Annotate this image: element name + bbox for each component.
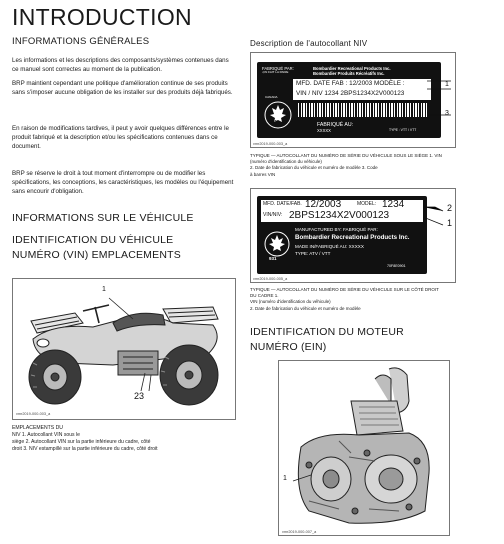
sticker2-company: Bombardier Recreational Products Inc. (295, 234, 410, 241)
vin-sticker-figure-2 (250, 188, 456, 283)
sticker2-vin-value: 2BPS1234X2V000123 (289, 210, 390, 221)
sticker1-callout-lines (425, 73, 455, 125)
sticker2-mfd-label: MFD. DATE/FAB. (263, 201, 302, 207)
vin-location-heading-line1: IDENTIFICATION DU VÉHICULE (12, 234, 174, 246)
sticker2-model-label: MODEL: (357, 201, 377, 207)
sticker2-code: 70F8E0901 (387, 264, 406, 268)
paragraph-accuracy: Les informations et les descriptions des composants/systèmes contenues dans ce manuel sont correctes au moment de la publication. (12, 57, 229, 73)
paragraph-late-changes: En raison de modifications tardives, il peut y avoir quelques différences entre le produit fabriqué et la description et/ou les spécifications contenues dans ce document. (12, 125, 229, 150)
atv-illustration (13, 279, 235, 419)
vin-sticker-frame (257, 196, 427, 274)
engine-fig-code: vmr2019-000-007_a (282, 530, 317, 534)
sticker2-callout-lines (423, 201, 447, 231)
sticker1-caption (250, 153, 450, 178)
sticker2-type-line: TYPE: ATV / VTT (295, 251, 331, 256)
vin-location-caption (12, 425, 242, 453)
sticker1-made-by: FABRIQUÉ PAR: (262, 66, 294, 71)
sticker-description-heading: Description de l'autocollant NIV (250, 39, 368, 48)
engine-id-heading-line1: IDENTIFICATION DU MOTEUR (250, 326, 404, 338)
sticker1-caption-line4: à barres VIN (250, 171, 276, 177)
sticker1-jin-note: J,IN FAIT LA PAIRE (262, 70, 289, 74)
sticker2-callout-1: 1 (447, 218, 453, 228)
engine-figure (278, 360, 450, 536)
sticker2-manufactured-by: MANUFACTURED BY: FABRIQUÉ PAR: (295, 227, 378, 232)
paragraph-rights: BRP se réserve le droit à tout moment d'interrompre ou de modifier les spécifications, les conceptions, les caractéristiques, les modèles ou l'équipement sans encourir d'obligation. (12, 170, 234, 195)
sticker1-canada-label: CANADA (265, 95, 278, 99)
engine-illustration (279, 361, 449, 531)
sticker1-fig-code: vmr2019-000-003_a (253, 142, 288, 146)
vin-location-heading-line2: NUMÉRO (VIN) EMPLACEMENTS (12, 249, 181, 262)
vin-sticker-under-seat (257, 62, 441, 138)
vin-caption-line3: siège 2. Autocollant VIN sur la partie inférieure du cadre, côté (12, 439, 151, 446)
general-info-heading: INFORMATIONS GÉNÉRALES (12, 36, 150, 47)
sticker1-mfd-line: MFD. DATE FAB : 12/2003 MODÈLE : (296, 80, 405, 87)
sticker1-caption-line1: TYPIQUE — AUTOCOLLANT DU NUMÉRO DE SÉRIE DU VÉHICULE SOUS LE SIÈGE 1. VIN (250, 153, 442, 158)
sticker2-fig-code: vmr2019-000-005_a (253, 277, 288, 281)
sticker2-made-in: MADE IN/FABRIQUÉ AU: XXXXX (295, 244, 364, 249)
vin-caption-line2: NIV 1. Autocollant VIN sous le (12, 432, 80, 439)
sticker2-mfd-value: 12/2003 (305, 199, 342, 210)
vin-caption-line4: droit 3. NIV estampillé sur la partie inférieure du cadre, côté droit (12, 446, 158, 453)
sticker2-id-box (261, 200, 423, 222)
sticker2-vin-label: VIN/NIV: (263, 212, 283, 218)
engine-id-heading-line2: NUMÉRO (EIN) (250, 341, 327, 354)
sticker2-model-value: 1234 (382, 199, 405, 210)
sticker1-fabrique-au: FABRIQUÉ AU: (317, 122, 354, 128)
sticker2-caption-line4: 2. Date de fabrication du véhicule et numéro de modèle (250, 305, 361, 311)
page-title: INTRODUCTION (12, 4, 192, 30)
vehicle-info-heading: INFORMATIONS SUR LE VÉHICULE (12, 212, 194, 224)
sticker1-caption-line3: 2. Date de fabrication du véhicule et numéro de modèle 3. Code (250, 165, 378, 171)
sticker2-caption-line2: DU CADRE 1. (250, 293, 279, 299)
atv-fig-code: vmr2019-000-003_a (16, 412, 51, 416)
canada-maple-leaf-icon (263, 100, 293, 130)
sticker1-company-1: Bombardier Recreational Products Inc. (313, 66, 391, 71)
vin-location-heading (12, 233, 181, 263)
atv-figure (12, 278, 236, 420)
sticker2-caption (250, 287, 460, 312)
sticker1-vin-line: VIN / NIV 1234 2BPS1234X2V000123 (296, 90, 405, 97)
atv-callout-23: 23 (134, 391, 145, 401)
sticker2-caption-line1: TYPIQUE — AUTOCOLLANT DU NUMÉRO DE SÉRIE DU VÉHICULE SUR LE CÔTÉ DROIT (250, 287, 439, 292)
sticker1-callout-3: 3 (445, 110, 449, 117)
sticker1-type-line: TYPE : VTT / VTT (389, 128, 417, 132)
sticker1-callout-1: 1 (445, 81, 449, 88)
vin-caption-line1: EMPLACEMENTS DU (12, 425, 63, 431)
sticker1-caption-line2: (numéro d'identification du véhicule) (250, 159, 322, 165)
sticker1-id-box (293, 79, 431, 100)
sticker2-callout-2: 2 (447, 203, 453, 213)
vin-sticker-figure-1 (250, 52, 456, 148)
sticker2-caption-line3: VIN (numéro d'identification du véhicule) (250, 299, 331, 305)
sticker1-company-2: Bombardier Produits Récréatifs Inc. (313, 71, 385, 76)
sticker1-barcode (297, 103, 427, 117)
atv-callout-1: 1 (102, 286, 106, 293)
engine-id-heading (250, 325, 404, 355)
canada-maple-leaf-icon (263, 230, 291, 258)
paragraph-improvement: BRP maintient cependant une politique d'amélioration continue de ses produits sans s'imposer aucune obligation de les installer sur des produits déjà fabriqués. (12, 80, 233, 96)
engine-callout-1: 1 (283, 475, 287, 482)
sticker2-number-label: 931 (269, 256, 277, 261)
sticker1-xxxxx: XXXXX (317, 128, 331, 133)
sticker1-number-label: 931 (270, 119, 277, 124)
